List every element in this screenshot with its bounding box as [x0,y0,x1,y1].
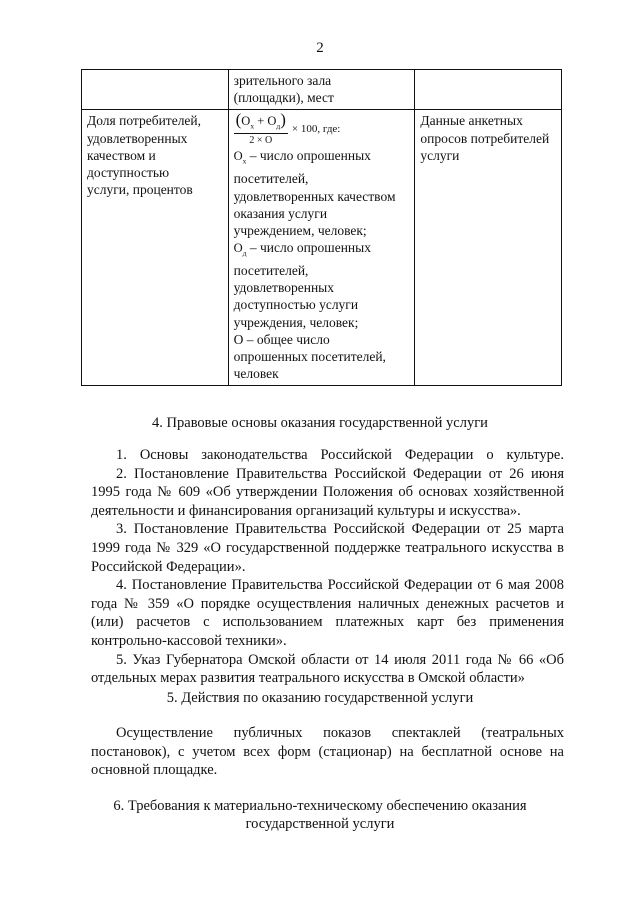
section-5-body [91,724,564,780]
formula [234,109,411,147]
table-cell-indicator [82,70,229,110]
text-line: основной площадке. [91,762,218,779]
text-line: Российской Федерации». [91,558,246,575]
section-6-title [0,797,640,833]
text-line: оказания услуги [233,205,328,221]
text-line: опрошенных посетителей, [233,349,386,365]
var-definition-ox [234,147,411,170]
text-line: посетителей, [233,263,309,278]
text-line: посетителей, [233,171,309,187]
text-line: – число опрошенных [246,148,371,164]
list-item [91,520,564,576]
text-line: Данные анкетных [420,113,523,129]
list-item [91,465,564,521]
formula-multiplier: × 100, где: [291,122,341,135]
var-subscript: д [242,248,247,258]
list-item [91,446,564,465]
text-line: учреждения, человек; [233,314,359,330]
var-od: O [267,113,277,128]
table-row [82,110,562,386]
text-line: качеством и [87,147,156,163]
text-line: Осуществление публичных показов спектаклей (театральных [116,725,564,741]
text-line: (или) расчетов с использованием платежных карт без применения [91,614,564,631]
text-line: 5. Указ Губернатора Омской области от 14 июля 2011 года № 66 «Об [116,651,564,668]
text-line: доступностью услуги [233,297,359,313]
text-line: опросов потребителей [420,130,550,146]
text-line: услуги [420,147,460,163]
text-line: человек [233,366,279,382]
section-5-title: 5. Действия по оказанию государственной услуги [166,690,474,706]
legal-basis-list [91,446,564,688]
var-symbol: O [233,241,243,256]
table-cell-source [415,70,562,110]
text-line: услуги, процентов [87,182,193,198]
text-line: 4. Постановление Правительства Российской Федерации от 6 мая [116,577,531,594]
text-line: 1999 года № 329 «О государственной поддержке театрального искусства в [91,539,564,556]
text-line: учреждением, человек; [233,222,367,238]
text-line: удовлетворенных [233,280,334,296]
table-row [82,70,562,110]
text-line: 1. Основы законодательства Российской Федерации о культуре. [116,447,564,463]
formula-fraction [234,109,288,148]
text-line: зрительного зала [233,73,332,88]
text-line: удовлетворенных [87,130,188,146]
formula-numerator [234,109,288,135]
paren-close: ) [280,109,286,129]
text-line: удовлетворенных качеством [233,188,396,204]
var-od-subscript: д [276,121,281,131]
plus-sign: + [254,113,268,128]
table-cell-indicator [82,110,229,386]
formula-denominator: 2 × O [249,135,273,147]
list-item [91,651,564,688]
var-ox: O [241,113,251,128]
text-line: (площадки), мест [233,90,334,106]
page-number: 2 [316,40,324,56]
var-symbol: O [233,149,243,164]
text-line: 3. Постановление Правительства Российской Федерации от 25 марта [116,521,564,538]
text-line: доступностью [87,165,170,181]
text-line: 2. Постановление Правительства Российской Федерации от 26 июня [116,465,564,482]
text-line: 6. Требования к материально-техническому обеспечению оказания [113,798,527,814]
table-cell-source [415,110,562,386]
text-line: 1995 года № 609 «Об утверждении Положения об основах хозяйственной [91,484,564,501]
text-line: деятельности и финансирования организаций культуры и искусства». [91,502,521,519]
section-4-title: 4. Правовые основы оказания государственной услуги [152,415,488,431]
table-cell-description [228,70,415,110]
paren-open: ( [235,109,242,129]
text-line: Доля потребителей, [87,113,202,129]
text-line: – число опрошенных [246,240,371,256]
text-line: контрольно-кассовой техники». [91,632,287,649]
text-line: O – общее число [233,331,330,347]
var-subscript: х [242,157,247,167]
text-line: 2008 года № 359 «О порядке осуществления наличных денежных расчетов и [91,577,564,612]
indicator-table [81,69,562,386]
text-line: государственной услуги [245,816,395,832]
list-item [91,576,564,650]
text-line: отдельных мерах развития театрального искусства в Омской области» [91,670,525,687]
text-line: постановок), с учетом всех форм (стационар) на бесплатной основе на [91,743,564,760]
var-definition-od [234,239,411,262]
var-ox-subscript: х [250,121,255,131]
table-cell-formula [228,110,415,386]
